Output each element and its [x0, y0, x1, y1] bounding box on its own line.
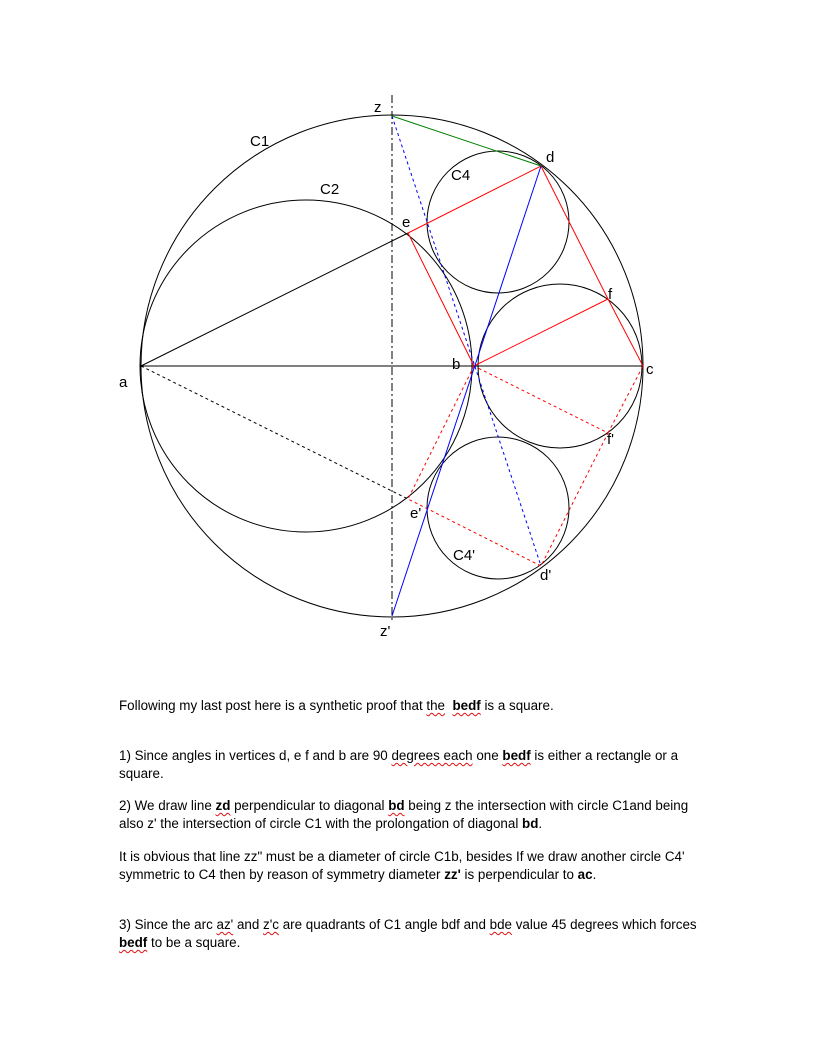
label-c: c: [646, 361, 654, 378]
paragraph-4: 3) Since the arc az' and z'c are quadrants of C1 angle bdf and bde value 45 degrees which forces bedf to be a square.: [119, 917, 697, 950]
label-d: d: [546, 149, 555, 166]
line-ae-prime: [141, 366, 408, 499]
label-e-prime: e': [410, 505, 422, 522]
paragraph-2: 2) We draw line zd perpendicular to diagonal bd being z the intersection with circle C1and being also z' the intersection of circle C1 with the prolongation of diagonal bd.: [119, 798, 689, 831]
label-a: a: [119, 374, 128, 391]
label-f-prime: f': [607, 431, 615, 448]
label-b: b: [452, 356, 461, 373]
paragraph-3: It is obvious that line zz" must be a diameter of circle C1b, besides If we draw another circle C4' symmetric to C4 then by reason of symmetry diameter zz' is perpendicular to ac.: [119, 849, 685, 882]
label-c4-prime: C4': [453, 547, 476, 564]
line-ae: [141, 233, 408, 366]
circle-c4-prime: [427, 437, 569, 579]
intro-paragraph: Following my last post here is a synthetic proof that the bedf is a square.: [119, 698, 554, 713]
label-f: f: [608, 286, 613, 303]
label-c2: C2: [320, 181, 340, 198]
circle-c4: [427, 151, 569, 293]
label-z: z: [374, 99, 382, 116]
line-f-prime-c: [608, 366, 643, 433]
label-c1: C1: [250, 133, 270, 150]
label-c4: C4: [451, 167, 471, 184]
line-fc: [608, 299, 643, 366]
paragraph-1: 1) Since angles in vertices d, e f and b are 90 degrees each one bedf is either a rectangle or a square.: [119, 748, 679, 781]
label-d-prime: d': [540, 567, 552, 584]
label-z-prime: z': [380, 623, 391, 640]
label-e: e: [402, 214, 411, 231]
